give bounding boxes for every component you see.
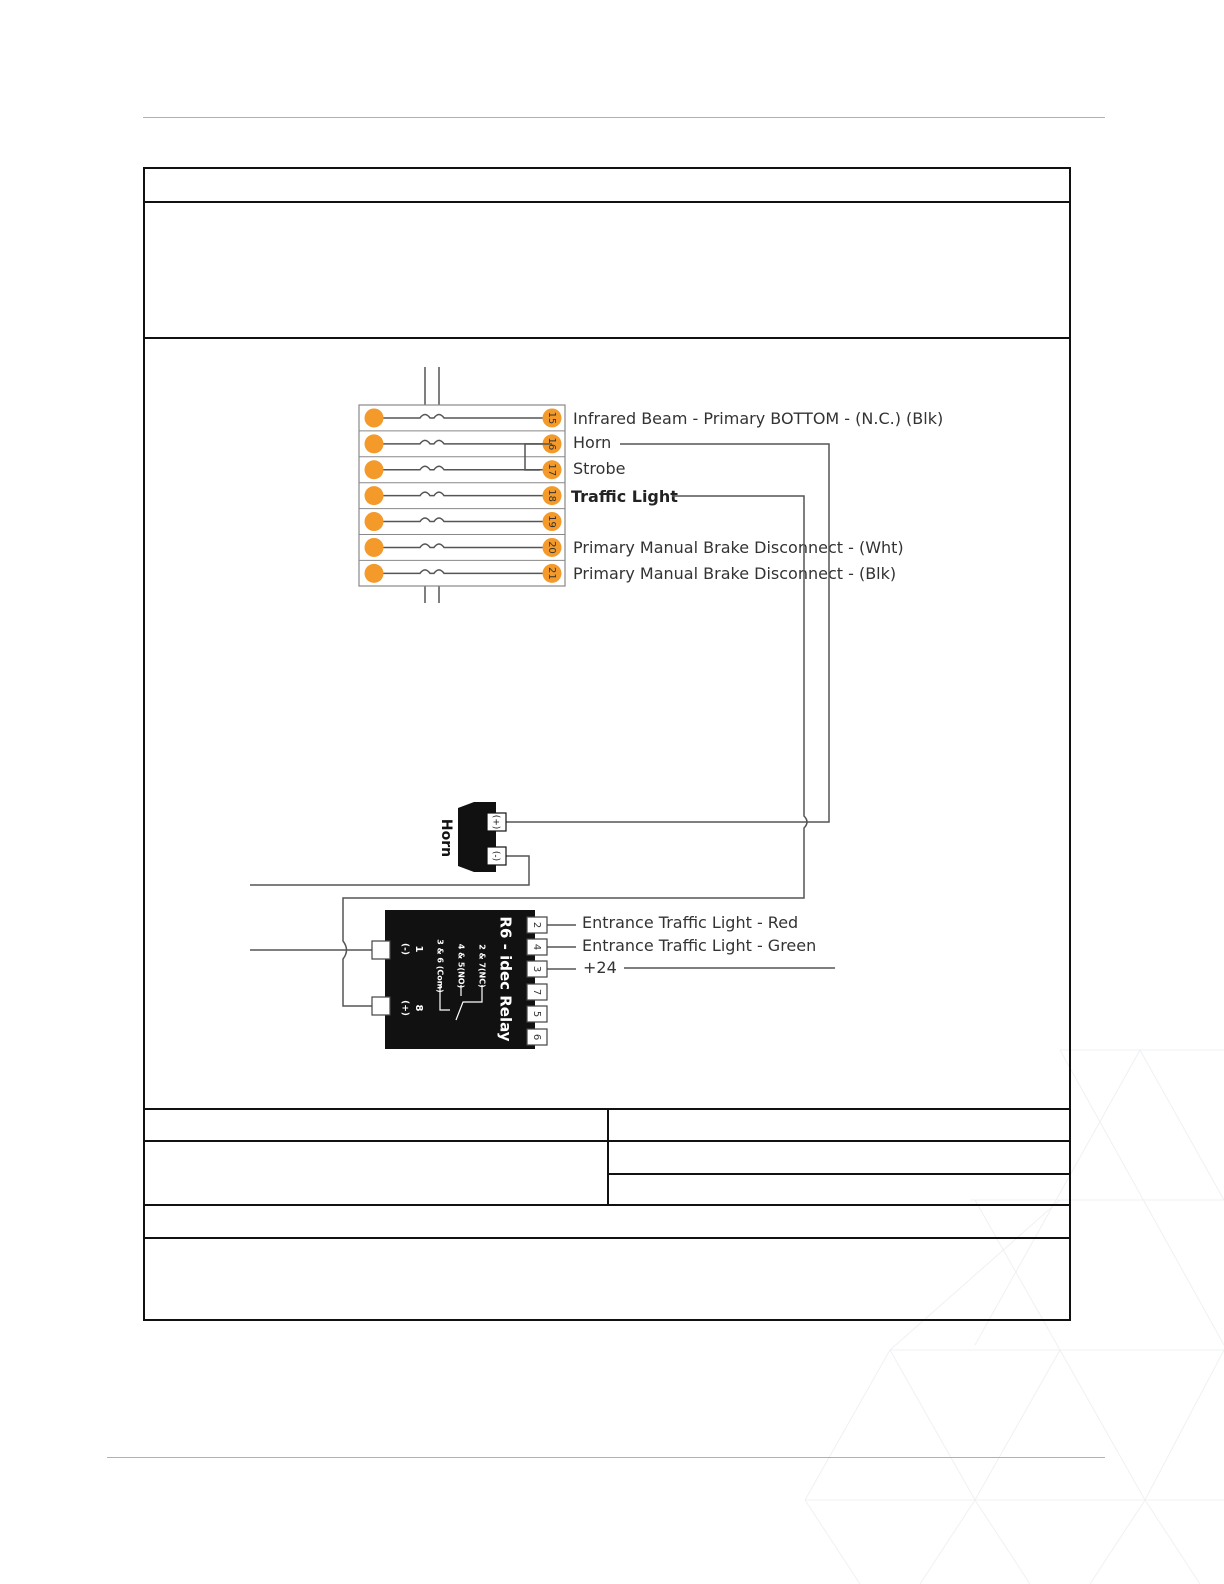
terminal-pin-number: 16 xyxy=(546,437,557,451)
terminal-screw-left xyxy=(365,408,384,427)
terminal-pin-number: 17 xyxy=(546,463,557,477)
terminal-pin-number: 19 xyxy=(546,515,557,528)
terminal-pin-number: 18 xyxy=(546,489,557,503)
relay-coil-minus-sign: (-) xyxy=(399,943,410,955)
relay-output-label-red: Entrance Traffic Light - Red xyxy=(582,913,799,932)
relay-pin-number: 5 xyxy=(531,1010,542,1018)
relay-pin-number: 7 xyxy=(531,988,542,996)
horn-minus-terminal: (-) xyxy=(490,850,501,862)
horn-label: Horn xyxy=(438,818,454,858)
terminal-screw-left xyxy=(365,564,384,583)
relay-contact-nc: 2 & 7(NC) xyxy=(477,944,487,988)
terminal-label-18: Traffic Light xyxy=(571,487,678,506)
relay-coil-plus-sign: (+) xyxy=(399,1000,410,1016)
terminal-screw-left xyxy=(365,512,384,531)
horn-symbol xyxy=(438,802,506,872)
terminal-label-16: Horn xyxy=(573,433,612,452)
relay-output-label-24v: +24 xyxy=(583,958,617,977)
terminal-pin-number: 20 xyxy=(546,541,557,554)
terminal-label-17: Strobe xyxy=(573,459,626,478)
terminal-label-20: Primary Manual Brake Disconnect - (Wht) xyxy=(573,538,904,557)
relay-contact-com: 3 & 6 (Com) xyxy=(435,939,445,993)
terminal-pin-number: 21 xyxy=(546,566,557,580)
horn-plus-terminal: (+) xyxy=(490,814,501,830)
terminal-pin-number: 15 xyxy=(546,411,557,425)
relay-pin-number: 2 xyxy=(531,921,542,929)
terminal-screw-left xyxy=(365,434,384,453)
relay-contact-no: 4 & 5(NO) xyxy=(456,943,466,989)
relay-coil-plus-pin: 8 xyxy=(413,1004,424,1012)
relay xyxy=(372,910,547,1049)
relay-coil-minus-pin: 1 xyxy=(413,945,424,953)
relay-pin-number: 3 xyxy=(531,965,542,973)
relay-title: R6 - idec Relay xyxy=(496,916,515,1042)
terminal-screw-left xyxy=(365,538,384,557)
relay-coil-minus-terminal xyxy=(372,941,390,959)
terminal-screw-left xyxy=(365,460,384,479)
terminal-label-21: Primary Manual Brake Disconnect - (Blk) xyxy=(573,564,897,583)
terminal-label-15: Infrared Beam - Primary BOTTOM - (N.C.) (Blk) xyxy=(573,409,944,428)
relay-pin-number: 4 xyxy=(531,943,542,951)
relay-pin-number: 6 xyxy=(531,1033,542,1041)
relay-coil-plus-terminal xyxy=(372,997,390,1015)
terminal-screw-left xyxy=(365,486,384,505)
relay-output-label-green: Entrance Traffic Light - Green xyxy=(582,936,817,955)
